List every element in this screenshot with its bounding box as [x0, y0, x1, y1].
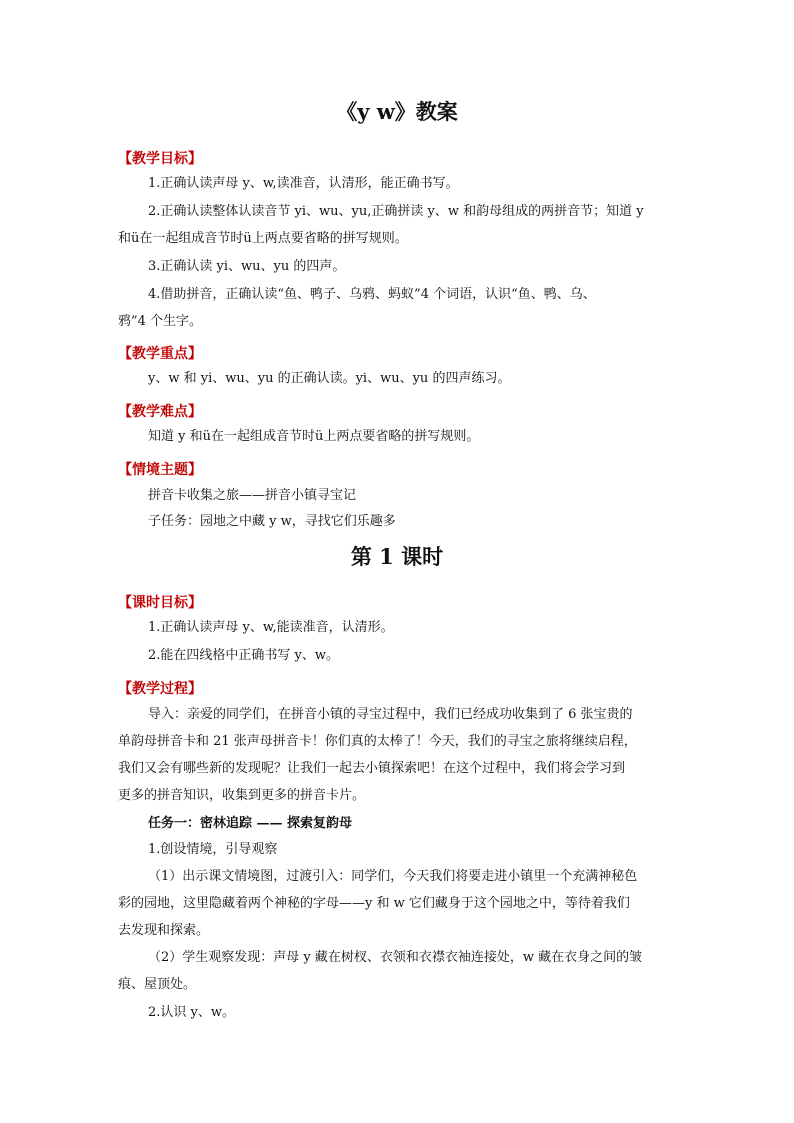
difficulties-heading: 【教学难点】: [118, 404, 202, 420]
lesson-title: 第 1 课时: [350, 544, 444, 569]
process-intro-line-2: 单韵母拼音卡和 21 张声母拼音卡！你们真的太棒了！今天，我们的寻宝之旅将继续启程，: [118, 734, 637, 749]
objective-item-4-line-1: 4.借助拼音，正确认读“鱼、鸭子、乌鸦、蚂蚁”4 个词语，认识“鱼、鸭、乌、: [148, 287, 596, 302]
process-intro-line-3: 我们又会有哪些新的发现呢？让我们一起去小镇探索吧！在这个过程中，我们将会学习到: [118, 761, 626, 776]
process-intro-line-4: 更多的拼音知识，收集到更多的拼音卡片。: [118, 788, 366, 803]
difficulties-text: 知道 y 和ü在一起组成音节时ü上两点要省略的拼写规则。: [148, 429, 480, 444]
objective-item-2-line-1: 2.正确认读整体认读音节 yi、wu、yu,正确拼读 y、w 和韵母组成的两拼音节；知道 y: [148, 204, 644, 219]
sub-step-1-line-2: 彩的园地，这里隐藏着两个神秘的字母——y 和 w 它们藏身于这个园地之中，等待着我们: [118, 896, 630, 911]
key-points-heading: 【教学重点】: [118, 346, 202, 362]
sub-step-2-line-2: 痕、屋顶处。: [118, 977, 197, 992]
theme-line-2: 子任务：园地之中藏 y w，寻找它们乐趣多: [148, 514, 396, 529]
objective-item-2-line-2: 和ü在一起组成音节时ü上两点要省略的拼写规则。: [118, 231, 408, 246]
objective-item-4-line-2: 鸦”4 个生字。: [118, 314, 203, 329]
step-2: 2.认识 y、w。: [148, 1005, 236, 1020]
sub-step-1-line-3: 去发现和探索。: [118, 923, 210, 938]
task-1-title: 任务一：密林追踪 —— 探索复韵母: [148, 816, 353, 831]
theme-line-1: 拼音卡收集之旅——拼音小镇寻宝记: [148, 488, 357, 503]
lesson-objective-item-2: 2.能在四线格中正确书写 y、w。: [148, 648, 340, 663]
lesson-objectives-heading: 【课时目标】: [118, 595, 202, 611]
sub-step-2-line-1: （2）学生观察发现：声母 y 藏在树杈、衣领和衣襟衣袖连接处，w 藏在衣身之间的皱: [148, 950, 643, 965]
sub-step-1-line-1: （1）出示课文情境图，过渡引入：同学们，今天我们将要走进小镇里一个充满神秘色: [148, 869, 638, 884]
step-1: 1.创设情境，引导观察: [148, 842, 278, 857]
theme-heading: 【情境主题】: [118, 462, 202, 478]
document-title: 《y w》教案: [336, 99, 458, 124]
process-intro-line-1: 导入：亲爱的同学们，在拼音小镇的寻宝过程中，我们已经成功收集到了 6 张宝贵的: [148, 707, 633, 722]
process-heading: 【教学过程】: [118, 681, 202, 697]
objective-item-3: 3.正确认读 yi、wu、yu 的四声。: [148, 259, 346, 274]
key-points-text: y、w 和 yi、wu、yu 的正确认读。yi、wu、yu 的四声练习。: [148, 371, 511, 386]
lesson-objective-item-1: 1.正确认读声母 y、w,能读准音，认清形。: [148, 620, 394, 635]
objective-item-1: 1.正确认读声母 y、w,读准音，认清形，能正确书写。: [148, 176, 459, 191]
objectives-heading: 【教学目标】: [118, 151, 202, 167]
